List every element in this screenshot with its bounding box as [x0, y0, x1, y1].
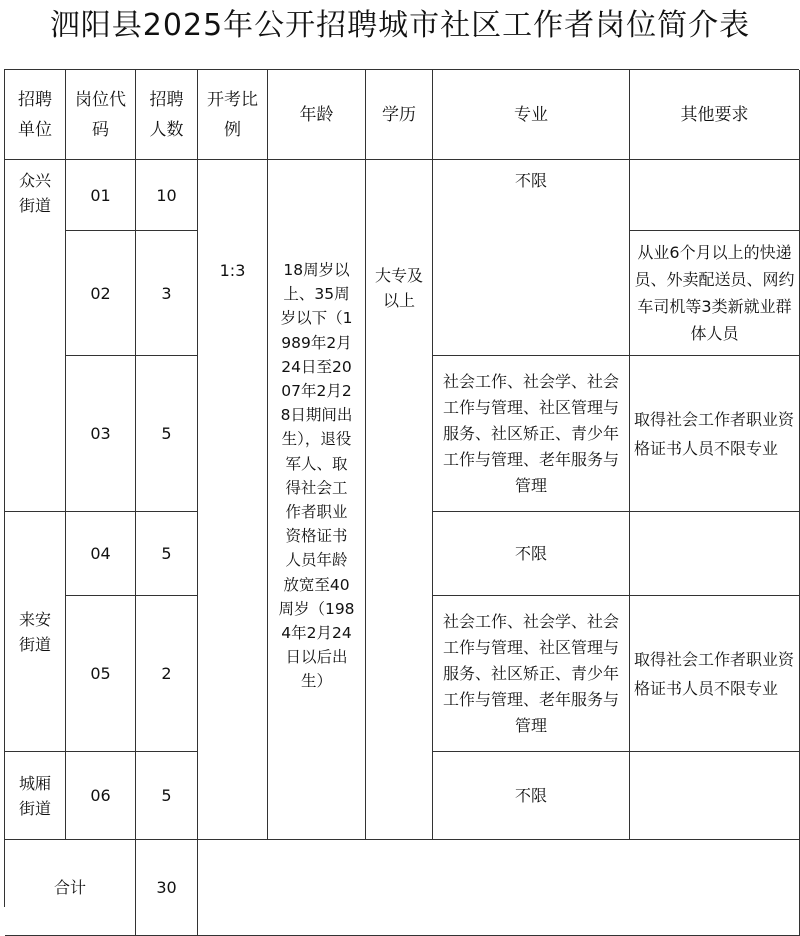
row-code-02: 02 [66, 231, 136, 356]
header-ratio: 开考比例 [198, 70, 268, 160]
row-code-05: 05 [66, 596, 136, 752]
row-code-04: 04 [66, 512, 136, 596]
recruitment-table [4, 69, 799, 907]
row-code-06: 06 [66, 752, 136, 840]
unit-zhongxing: 众兴街道 [5, 160, 66, 512]
row-code-01: 01 [66, 160, 136, 231]
major-unlimited-2: 不限 [433, 512, 630, 596]
header-code: 岗位代码 [66, 70, 136, 160]
total-empty [198, 840, 800, 936]
header-count: 招聘人数 [136, 70, 198, 160]
ratio-cell: 1:3 [198, 160, 268, 840]
header-major: 专业 [433, 70, 630, 160]
page-title: 泗阳县2025年公开招聘城市社区工作者岗位简介表 [49, 8, 751, 43]
row-count-03: 5 [136, 356, 198, 512]
row-count-02: 3 [136, 231, 198, 356]
major-social-work-2: 社会工作、社会学、社会工作与管理、社区管理与服务、社区矫正、青少年工作与管理、老年服务与管理 [433, 596, 630, 752]
major-unlimited-3: 不限 [433, 752, 630, 840]
other-empty-01 [630, 160, 800, 231]
header-age: 年龄 [268, 70, 366, 160]
total-label: 合计 [5, 840, 136, 936]
other-empty-04 [630, 512, 800, 596]
major-unlimited-1: 不限 [433, 160, 630, 356]
other-certificate-2: 取得社会工作者职业资格证书人员不限专业 [630, 596, 800, 752]
header-unit: 招聘单位 [5, 70, 66, 160]
total-count: 30 [136, 840, 198, 936]
unit-chengxiang: 城厢街道 [5, 752, 66, 840]
other-gig-workers: 从业6个月以上的快递员、外卖配送员、网约车司机等3类新就业群体人员 [630, 231, 800, 356]
header-education: 学历 [366, 70, 433, 160]
education-cell: 大专及以上 [366, 160, 433, 840]
other-empty-06 [630, 752, 800, 840]
unit-laian: 来安街道 [5, 512, 66, 752]
row-count-05: 2 [136, 596, 198, 752]
row-count-01: 10 [136, 160, 198, 231]
row-count-06: 5 [136, 752, 198, 840]
major-social-work-1: 社会工作、社会学、社会工作与管理、社区管理与服务、社区矫正、青少年工作与管理、老年服务与管理 [433, 356, 630, 512]
row-count-04: 5 [136, 512, 198, 596]
other-certificate-1: 取得社会工作者职业资格证书人员不限专业 [630, 356, 800, 512]
row-code-03: 03 [66, 356, 136, 512]
header-other: 其他要求 [630, 70, 800, 160]
age-cell: 18周岁以上、35周岁以下（1989年2月24日至2007年2月28日期间出生），退役军人、取得社会工作者职业资格证书人员年龄放宽至40周岁（1984年2月24日以后出生） [268, 160, 366, 840]
